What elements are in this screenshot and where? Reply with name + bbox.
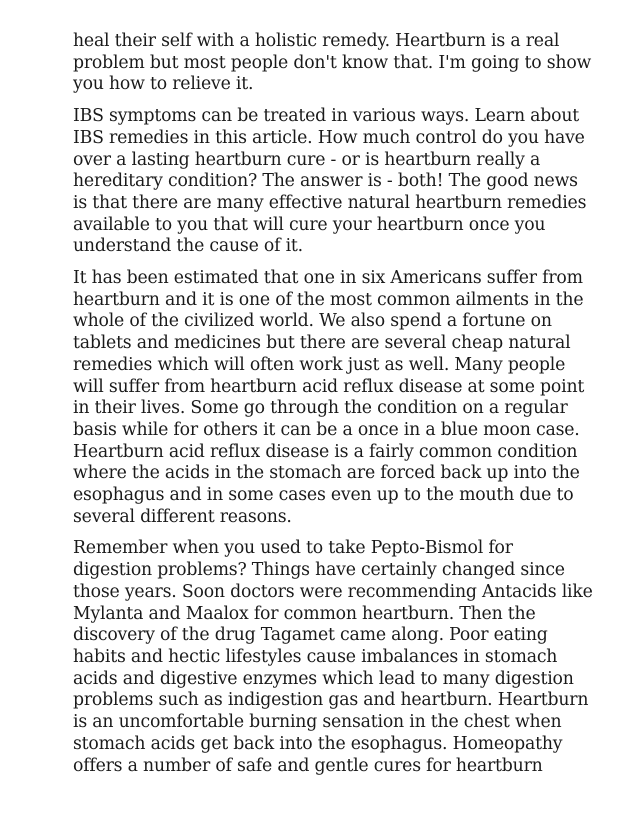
- text-line: understand the cause of it.: [73, 236, 303, 257]
- document-page: [73, 31, 595, 787]
- text-line: you how to relieve it.: [73, 74, 254, 95]
- text-line: is an uncomfortable burning sensation in the chest when: [73, 712, 562, 733]
- text-line: Heartburn acid reflux disease is a fairly common condition: [73, 441, 578, 462]
- text-line: esophagus and in some cases even up to the mouth due to: [73, 485, 574, 506]
- text-line: stomach acids get back into the esophagus. Homeopathy: [73, 733, 563, 754]
- text-line: remedies which will often work just as well. Many people: [73, 354, 566, 375]
- text-line: basis while for others it can be a once in a blue moon case.: [73, 419, 580, 440]
- text-line: acids and digestive enzymes which lead to many digestion: [73, 668, 574, 689]
- text-line: available to you that will cure your heartburn once you: [73, 214, 546, 235]
- text-line: discovery of the drug Tagamet came along. Poor eating: [73, 625, 548, 646]
- text-line: digestion problems? Things have certainly changed since: [73, 560, 565, 581]
- text-line: offers a number of safe and gentle cures for heartburn: [73, 755, 543, 776]
- text-line: is that there are many effective natural heartburn remedies: [73, 192, 587, 213]
- text-line: heartburn and it is one of the most common ailments in the: [73, 289, 584, 310]
- text-line: problem but most people don't know that. I'm going to show: [73, 52, 592, 73]
- text-line: where the acids in the stomach are forced back up into the: [73, 463, 580, 484]
- text-line: habits and hectic lifestyles cause imbalances in stomach: [73, 646, 558, 667]
- paragraph-4: [73, 538, 595, 777]
- paragraph-2: [73, 106, 595, 258]
- text-line: heal their self with a holistic remedy. Heartburn is a real: [73, 31, 560, 51]
- text-line: whole of the civilized world. We also spend a fortune on: [73, 311, 552, 332]
- text-line: over a lasting heartburn cure - or is heartburn really a: [73, 149, 541, 170]
- text-line: It has been estimated that one in six Americans suffer from: [73, 268, 583, 289]
- text-line: IBS remedies in this article. How much control do you have: [73, 127, 585, 148]
- paragraph-1: [73, 31, 595, 96]
- paragraph-3: [73, 268, 595, 528]
- text-line: problems such as indigestion gas and heartburn. Heartburn: [73, 690, 589, 711]
- text-line: hereditary condition? The answer is - both! The good news: [73, 171, 578, 192]
- text-line: IBS symptoms can be treated in various ways. Learn about: [73, 106, 580, 127]
- text-line: tablets and medicines but there are several cheap natural: [73, 333, 571, 354]
- text-line: those years. Soon doctors were recommending Antacids like: [73, 581, 593, 602]
- text-line: several different reasons.: [73, 506, 292, 527]
- text-line: in their lives. Some go through the condition on a regular: [73, 398, 568, 419]
- text-line: Remember when you used to take Pepto-Bismol for: [73, 538, 513, 559]
- text-line: will suffer from heartburn acid reflux disease at some point: [73, 376, 585, 397]
- text-line: Mylanta and Maalox for common heartburn. Then the: [73, 603, 536, 624]
